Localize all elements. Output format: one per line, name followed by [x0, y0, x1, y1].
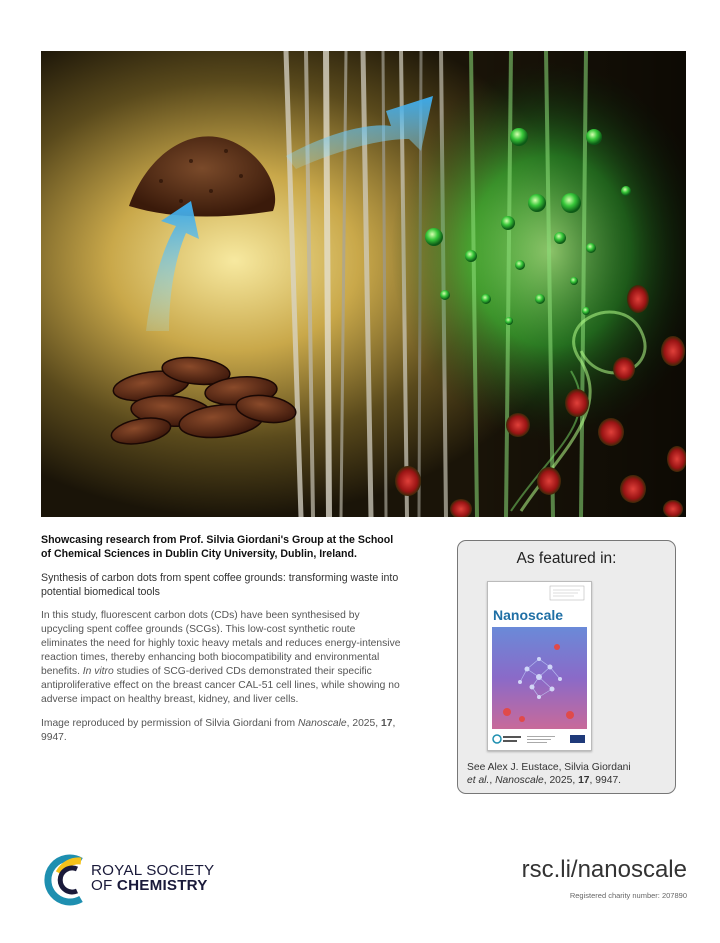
- cite-volume: 17: [578, 774, 590, 786]
- cite-part3: , 9947.: [589, 774, 622, 786]
- credit-part1: Image reproduced by permission of Silvia Giordani from: [41, 718, 298, 729]
- credit-journal: Nanoscale: [297, 718, 347, 729]
- abstract-part1: In this study, fluorescent carbon dots (CDs) have been synthesised by upcycling spent coffee grounds (SCGs). This low-cost synthetic route eliminates the need for highly toxic heavy metals and reduces energy-intensive reaction times, thereby enhancing both biocompatibility and environmental benefits.: [41, 610, 401, 677]
- image-credit: [41, 717, 401, 745]
- featured-title: As featured in:: [516, 550, 617, 567]
- journal-cover-thumbnail[interactable]: [487, 581, 592, 751]
- journal-url[interactable]: rsc.li/nanoscale: [521, 856, 687, 883]
- logo-line2: [91, 878, 214, 893]
- charity-number: Registered charity number: 207890: [569, 891, 687, 900]
- rsc-logo-text: [91, 863, 214, 893]
- description-block: [41, 533, 401, 745]
- cover-artwork: [41, 51, 686, 517]
- cite-etal: et al.: [467, 774, 490, 786]
- artwork-svg: [41, 51, 686, 517]
- logo-line1: ROYAL SOCIETY: [91, 862, 215, 879]
- logo-line2-prefix: OF: [91, 877, 117, 894]
- credit-part3: , 9947.: [41, 718, 396, 743]
- cite-part2: , 2025,: [543, 774, 579, 786]
- cite-journal: Nanoscale: [495, 774, 544, 786]
- featured-box: [457, 540, 676, 794]
- abstract-text: [41, 609, 401, 707]
- cover-header-lines: [488, 582, 591, 606]
- cover-art: [492, 627, 587, 729]
- research-heading: Showcasing research from Prof. Silvia Giordani's Group at the School of Chemical Sciences in Dublin City University, Dublin, Ireland.: [41, 534, 394, 560]
- cite-part1: See Alex J. Eustace, Silvia Giordani: [467, 762, 631, 773]
- cover-footer: [492, 732, 587, 746]
- featured-citation: See Alex J. Eustace, Silvia Giordani et al., Nanoscale, 2025, 17, 9947.: [467, 762, 631, 786]
- abstract-italic: In vitro: [82, 666, 114, 677]
- article-title: Synthesis of carbon dots from spent coffee grounds: transforming waste into potential biomedical tools: [41, 572, 399, 598]
- abstract-part2: studies of SCG-derived CDs demonstrated their specific antiproliferative effect on the breast cancer CAL-51 cell lines, while showing no adverse impact on healthy breast, kidney, and liver cells.: [41, 666, 400, 705]
- cover-journal-title: Nanoscale: [493, 607, 564, 623]
- logo-line2-bold: CHEMISTRY: [116, 877, 208, 894]
- credit-part2: , 2025,: [346, 718, 381, 729]
- credit-volume: 17: [380, 718, 393, 729]
